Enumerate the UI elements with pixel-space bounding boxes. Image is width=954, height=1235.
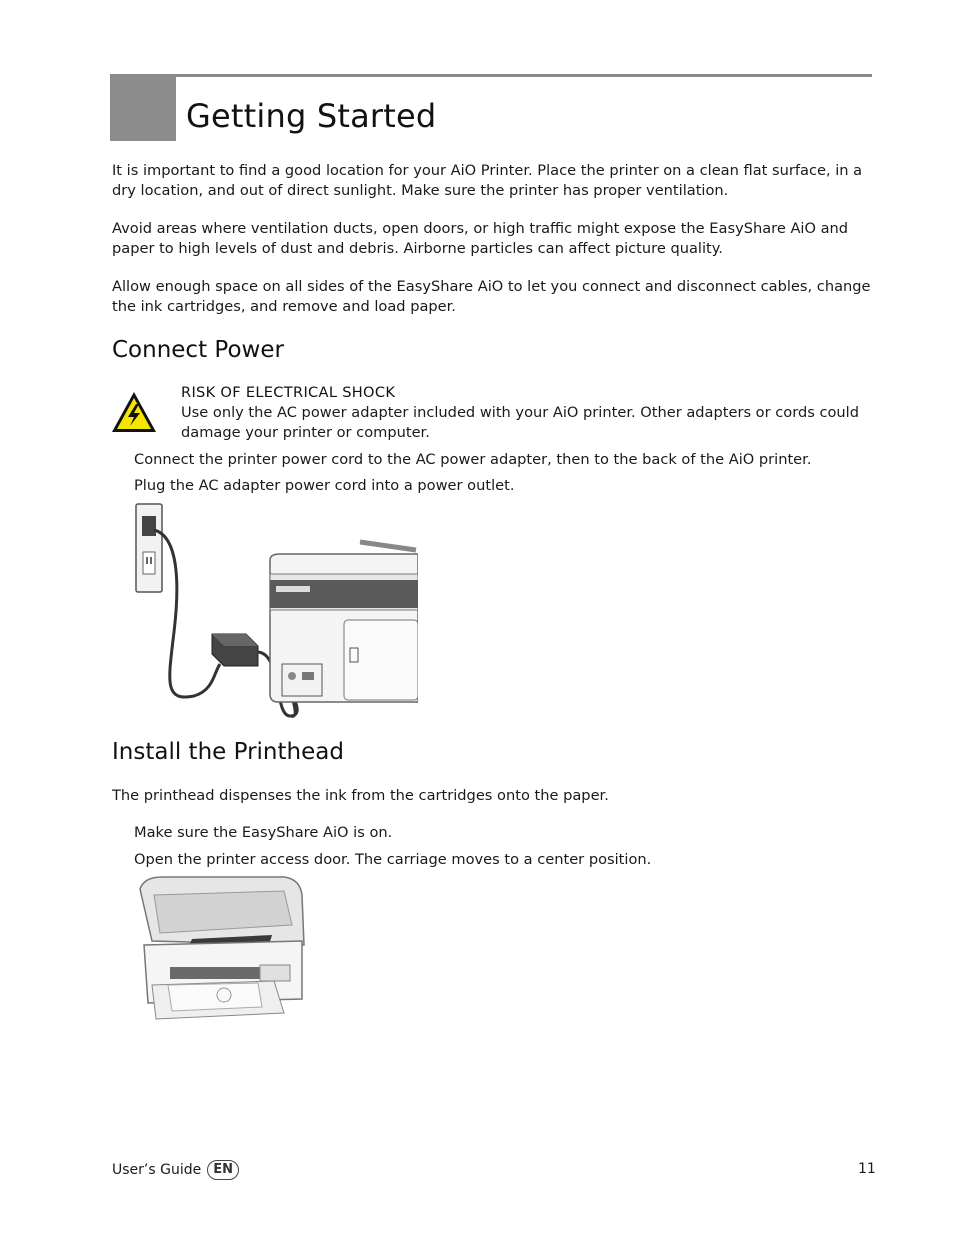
page-number: 11	[858, 1161, 876, 1177]
connect-power-heading: Connect Power	[112, 337, 284, 363]
intro-paragraph-3: Allow enough space on all sides of the EasyShare AiO to let you connect and disconnect cables, change the ink cartridges, and remove and load paper.	[112, 278, 871, 315]
warning-title: RISK OF ELECTRICAL SHOCK	[181, 384, 396, 401]
power-step-2: Plug the AC adapter power cord into a power outlet.	[134, 477, 515, 494]
power-step-1: Connect the printer power cord to the AC power adapter, then to the back of the AiO printer.	[134, 451, 812, 468]
language-badge: EN	[207, 1160, 239, 1180]
intro-paragraph-2: Avoid areas where ventilation ducts, open doors, or high traffic might expose the EasyShare AiO and paper to high levels of dust and debris. Airborne particles can affect picture quality.	[112, 220, 849, 257]
footer-guide-label: User’s Guide	[112, 1162, 202, 1178]
power-connection-illustration	[134, 502, 418, 724]
printhead-step-2: Open the printer access door. The carriage moves to a center position.	[134, 851, 652, 868]
open-printer-illustration	[134, 875, 306, 1023]
chapter-marker-block	[110, 77, 176, 141]
chapter-title: Getting Started	[186, 97, 437, 135]
electrical-hazard-icon	[110, 390, 158, 434]
install-printhead-heading: Install the Printhead	[112, 739, 344, 765]
intro-paragraph-1: It is important to find a good location for your AiO Printer. Place the printer on a clean flat surface, in a dry location, and out of direct sunlight. Make sure the printer has proper ventilation.	[112, 162, 863, 199]
footer-guide	[112, 1160, 239, 1180]
warning-text: Use only the AC power adapter included with your AiO printer. Other adapters or cords could damage your printer or computer.	[181, 404, 859, 441]
printhead-intro: The printhead dispenses the ink from the cartridges onto the paper.	[112, 787, 609, 804]
printhead-step-1: Make sure the EasyShare AiO is on.	[134, 824, 393, 841]
chapter-rule	[110, 74, 872, 77]
